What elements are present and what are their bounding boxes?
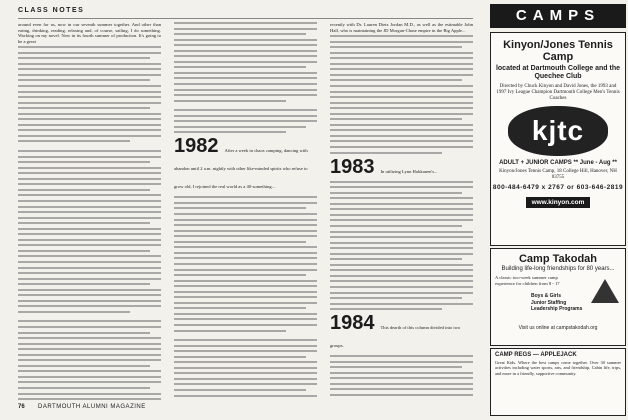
ad-description: Great Kids. Where the best camps come together. Over 30 summer activities including water sports, arts, and friendship. Cabin life, trips, and more in a friendly, supportive community. xyxy=(495,360,621,376)
column-1-body-lines xyxy=(18,46,161,400)
camps-section-banner: CAMPS xyxy=(490,4,626,28)
section-label: CLASS NOTES xyxy=(18,7,85,14)
text-column-2 xyxy=(174,22,317,400)
class-1984-entry xyxy=(330,314,473,352)
ad-title: CAMP REGS — APPLEJACK xyxy=(495,352,577,358)
feature-item: Leadership Programs xyxy=(531,306,583,312)
text-column-3 xyxy=(330,22,473,400)
ad-footer: Visit us online at campstakodah.org xyxy=(518,325,598,331)
text-column-1 xyxy=(18,22,161,400)
column-3-top-lines xyxy=(330,35,473,153)
tent-icon xyxy=(591,279,619,303)
class-year-heading: 1982 xyxy=(174,135,219,158)
column-2-body-lines xyxy=(174,196,317,400)
class-year-heading: 1984 xyxy=(330,312,375,335)
magazine-name: DARTMOUTH ALUMNI MAGAZINE xyxy=(38,404,146,410)
page-header xyxy=(18,6,473,19)
camp-regs-ad[interactable] xyxy=(490,348,626,416)
class-year-heading: 1983 xyxy=(330,155,375,178)
page-number: 76 xyxy=(18,404,25,410)
ad-title: Kinyon/Jones Tennis Camp xyxy=(503,39,613,63)
column-3-mid-lines xyxy=(330,181,473,311)
column-1-opening: around even for us, now in our seventh summer together. And other than eating, drinking, reading, relaxing and, of course, sailing, I do something. Working on my novel. Now in its fourth summer of production. It's going to be a great xyxy=(18,22,161,44)
class-1982-entry xyxy=(174,137,317,193)
camp-takodah-ad[interactable] xyxy=(490,248,626,346)
ad-directors: Directed by Chuck Kinyon and David Jones, the 1993 and 1997 Ivy League Champion Dartmouth College Men's Tennis Coaches xyxy=(496,84,620,101)
class-1983-intro: In utilizing Lynn Hokkanen's... xyxy=(380,168,438,174)
ad-website-link[interactable]: www.kinyon.com xyxy=(526,197,591,208)
advertisements-column xyxy=(486,0,628,420)
column-3-opening: recently with Dr. Lauren Dietz Jordan M.D., as well as the estimable John Hall, who is maintaining the JD Morgan-Chase empire in the Big Apple... xyxy=(330,22,473,33)
ad-description: A classic two-week summer camp experience for children from 8 - 17 xyxy=(495,275,560,286)
kinyon-jones-tennis-camp-ad[interactable] xyxy=(490,32,626,246)
ad-subtitle: Building life-long friendships for 80 years... xyxy=(501,266,615,272)
ad-feature-list xyxy=(531,293,599,313)
kjtc-logo: kjtc xyxy=(508,106,608,156)
ad-subtitle: located at Dartmouth College and the Quechee Club xyxy=(495,65,621,80)
feature-item: Junior Staffing xyxy=(531,299,567,306)
class-1982-intro: After a week in chaos camping, dancing with abandon until 2 a.m. nightly with other like-minded spirits who refuse to grow old, I rejoined the real world as a 40-something... xyxy=(174,148,308,190)
column-2-top-lines xyxy=(174,22,317,133)
ad-phone: 800-484-6479 x 2767 or 603-646-2819 xyxy=(492,184,624,191)
column-3-bottom-lines xyxy=(330,355,473,400)
ad-title: Camp Takodah xyxy=(518,253,598,265)
class-1984-intro: This dearth of this column divided into two groups. xyxy=(330,325,461,349)
ad-camp-ages: ADULT + JUNIOR CAMPS ** June - Aug ** xyxy=(499,160,617,166)
ad-address: Kinyon/Jones Tennis Camp, 18 College Hill, Hanover, NH 03755 xyxy=(499,169,617,180)
feature-item: Boys & Girls xyxy=(531,293,562,299)
class-1983-entry xyxy=(330,155,473,178)
